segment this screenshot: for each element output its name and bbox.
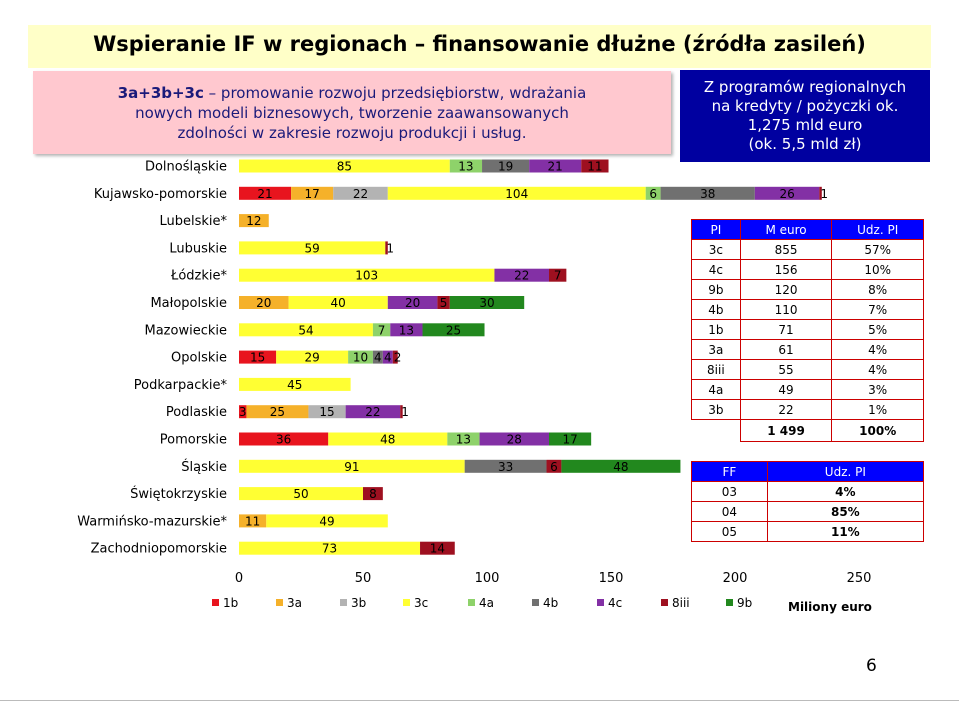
- ff-table-header: [692, 462, 924, 482]
- data-label: 11: [587, 159, 603, 174]
- data-label: 6: [649, 186, 657, 201]
- blue-callout-line3: 1,275 mld euro: [747, 116, 863, 134]
- category-label: Zachodniopomorskie: [90, 541, 227, 557]
- pi-table-row: [692, 240, 924, 260]
- legend-item: 4c: [608, 596, 623, 610]
- category-label: Łódzkie*: [171, 268, 227, 284]
- pi-total-share: 100%: [832, 420, 924, 442]
- x-tick-label: 50: [354, 571, 372, 586]
- x-axis-unit-label: Miliony euro: [788, 600, 872, 614]
- data-label: 7: [377, 323, 386, 338]
- pi-share-cell: 10%: [832, 260, 924, 280]
- ff-header-ff: FF: [692, 462, 768, 482]
- page-number: 6: [866, 656, 877, 676]
- legend-item: 3a: [287, 596, 302, 610]
- pi-header-pi: PI: [692, 220, 741, 240]
- category-label: Małopolskie: [150, 296, 227, 311]
- data-label: 17: [304, 186, 320, 201]
- data-label: 13: [455, 432, 472, 447]
- pi-table-row: [692, 300, 924, 320]
- data-label: 49: [319, 514, 335, 529]
- data-label: 19: [497, 159, 514, 174]
- pi-code-cell: 3a: [692, 340, 741, 360]
- pi-total-empty-cell: [692, 420, 741, 442]
- data-label: 33: [497, 459, 514, 474]
- pi-value-cell: 71: [740, 320, 832, 340]
- data-label: 20: [256, 296, 272, 310]
- pi-table-row: [692, 280, 924, 300]
- data-label: 25: [445, 323, 462, 338]
- slide-title: Wspieranie IF w regionach – finansowanie dłużne (źródła zasileń): [93, 32, 866, 56]
- pi-code-cell: 4a: [692, 380, 741, 400]
- pink-callout-line2: nowych modeli biznesowych, tworzenie zaawansowanych: [135, 104, 569, 122]
- category-label: Opolskie: [171, 350, 227, 366]
- data-label: 22: [514, 268, 530, 283]
- pi-code-cell: 3c: [692, 240, 741, 260]
- blue-callout-line4: (ok. 5,5 mld zł): [748, 135, 862, 153]
- category-label: Pomorskie: [159, 432, 227, 448]
- pi-value-cell: 855: [740, 240, 832, 260]
- pi-share-cell: 57%: [832, 240, 924, 260]
- pi-value-cell: 110: [740, 300, 832, 320]
- data-label: 6: [550, 459, 558, 474]
- ff-header-share: Udz. PI: [767, 462, 923, 482]
- category-label: Świętokrzyskie: [130, 487, 227, 503]
- x-tick-label: 0: [234, 571, 244, 586]
- ff-code-cell: 05: [692, 522, 768, 542]
- ff-table-row: [692, 522, 924, 542]
- legend-item: 3b: [351, 596, 367, 610]
- data-label: 85: [336, 159, 353, 174]
- x-tick-label: 100: [474, 571, 500, 586]
- ff-share-table: [691, 461, 924, 542]
- pi-code-cell: 4c: [692, 260, 741, 280]
- blue-callout-line1: Z programów regionalnych: [703, 78, 907, 96]
- pi-table-row: [692, 400, 924, 420]
- data-label: 28: [506, 432, 522, 447]
- blue-callout-line2: na kredyty / pożyczki ok.: [711, 97, 899, 115]
- data-label: 38: [700, 186, 716, 201]
- data-label: 8: [369, 487, 377, 502]
- data-label: 17: [562, 432, 578, 447]
- legend-item: 4a: [479, 596, 494, 610]
- pi-share-cell: 1%: [832, 400, 924, 420]
- data-label: 73: [321, 541, 338, 556]
- pi-total-row: [692, 420, 924, 442]
- pi-share-cell: 7%: [832, 300, 924, 320]
- data-label: 15: [249, 350, 266, 365]
- legend-swatch: [212, 599, 219, 606]
- data-label: 45: [287, 377, 303, 392]
- data-label: 13: [398, 323, 415, 338]
- legend-item: 3c: [414, 596, 429, 610]
- data-label: 21: [257, 186, 273, 201]
- data-label: 21: [547, 159, 563, 174]
- data-label: 22: [365, 405, 381, 420]
- legend-swatch: [403, 599, 410, 606]
- ff-code-cell: 03: [692, 482, 768, 502]
- pi-value-cell: 61: [740, 340, 832, 360]
- data-label: 1: [820, 186, 828, 201]
- ff-code-cell: 04: [692, 502, 768, 522]
- pink-callout-bold: 3a+3b+3c: [117, 84, 204, 102]
- data-label: 1: [401, 405, 409, 420]
- data-label: 40: [330, 296, 346, 310]
- ff-share-cell: 11%: [767, 522, 923, 542]
- ff-share-cell: 4%: [767, 482, 923, 502]
- category-label: Lubuskie: [169, 241, 227, 257]
- data-label: 11: [244, 514, 261, 529]
- data-label: 1: [386, 241, 394, 256]
- pink-callout-text: [33, 83, 671, 143]
- pi-total-value: 1 499: [740, 420, 832, 442]
- pink-callout-line1: – promowanie rozwoju przedsiębiorstw, wdrażania: [203, 84, 587, 102]
- ff-share-cell: 85%: [767, 502, 923, 522]
- pi-table-header: [692, 220, 924, 240]
- category-label: Mazowieckie: [144, 323, 227, 339]
- data-label: 14: [429, 541, 446, 556]
- pi-share-cell: 3%: [832, 380, 924, 400]
- data-label: 7: [553, 268, 562, 283]
- category-label: Warmińsko-mazurskie*: [77, 514, 227, 530]
- pi-share-table: [691, 219, 924, 442]
- data-label: 36: [275, 432, 292, 447]
- pi-code-cell: 4b: [692, 300, 741, 320]
- pi-value-cell: 55: [740, 360, 832, 380]
- pi-share-cell: 4%: [832, 360, 924, 380]
- ff-table-row: [692, 482, 924, 502]
- data-label: 26: [779, 186, 795, 201]
- pi-value-cell: 22: [740, 400, 832, 420]
- category-label: Kujawsko-pomorskie: [93, 186, 227, 202]
- data-label: 4: [374, 350, 382, 365]
- category-label: Dolnośląskie: [144, 159, 227, 175]
- footer-divider: [0, 700, 959, 701]
- pi-header-meuro: M euro: [740, 220, 832, 240]
- x-tick-label: 200: [722, 571, 748, 586]
- data-label: 91: [344, 459, 360, 474]
- pi-code-cell: 1b: [692, 320, 741, 340]
- legend-swatch: [276, 599, 283, 606]
- category-label: Podlaskie: [165, 405, 227, 421]
- data-label: 104: [505, 186, 529, 201]
- category-label: Lubelskie*: [159, 214, 227, 230]
- pink-callout-line3: zdolności w zakresie rozwoju produkcji i usług.: [177, 124, 527, 142]
- category-label: Podkarpackie*: [133, 377, 227, 393]
- pi-share-cell: 4%: [832, 340, 924, 360]
- pi-table-row: [692, 380, 924, 400]
- pi-table-row: [692, 360, 924, 380]
- legend-item: 4b: [543, 596, 559, 610]
- data-label: 20: [404, 296, 421, 310]
- legend-swatch: [726, 599, 733, 606]
- x-tick-label: 150: [598, 571, 624, 586]
- pi-header-share: Udz. PI: [832, 220, 924, 240]
- data-label: 15: [319, 405, 335, 420]
- data-label: 5: [439, 296, 448, 310]
- legend-swatch: [597, 599, 604, 606]
- blue-callout-text: [680, 78, 930, 154]
- data-label: 54: [298, 323, 314, 338]
- data-label: 25: [269, 405, 286, 420]
- legend-swatch: [468, 599, 475, 606]
- pi-code-cell: 3b: [692, 400, 741, 420]
- data-label: 2: [393, 350, 402, 365]
- legend-swatch: [340, 599, 347, 606]
- category-label: Śląskie: [181, 459, 227, 475]
- data-label: 50: [293, 487, 309, 502]
- data-label: 10: [352, 350, 369, 365]
- data-label: 13: [458, 159, 474, 174]
- data-label: 4: [383, 350, 392, 365]
- data-label: 30: [479, 296, 495, 310]
- legend-item: 1b: [223, 596, 239, 610]
- data-label: 29: [304, 350, 320, 365]
- data-label: 103: [355, 268, 379, 283]
- pi-code-cell: 9b: [692, 280, 741, 300]
- legend-swatch: [661, 599, 668, 606]
- pi-value-cell: 120: [740, 280, 832, 300]
- data-label: 59: [304, 241, 320, 256]
- legend-item: 9b: [737, 596, 753, 610]
- legend-swatch: [532, 599, 539, 606]
- legend-item: 8iii: [672, 596, 690, 610]
- pi-share-cell: 5%: [832, 320, 924, 340]
- pi-value-cell: 49: [740, 380, 832, 400]
- data-label: 12: [246, 214, 262, 229]
- pi-table-row: [692, 340, 924, 360]
- ff-table-row: [692, 502, 924, 522]
- pi-value-cell: 156: [740, 260, 832, 280]
- pi-table-row: [692, 320, 924, 340]
- x-tick-label: 250: [846, 571, 872, 586]
- data-label: 48: [613, 459, 629, 474]
- data-label: 48: [380, 432, 396, 447]
- pi-table-row: [692, 260, 924, 280]
- pi-share-cell: 8%: [832, 280, 924, 300]
- data-label: 22: [352, 186, 369, 201]
- data-label: 3: [238, 405, 247, 420]
- pi-code-cell: 8iii: [692, 360, 741, 380]
